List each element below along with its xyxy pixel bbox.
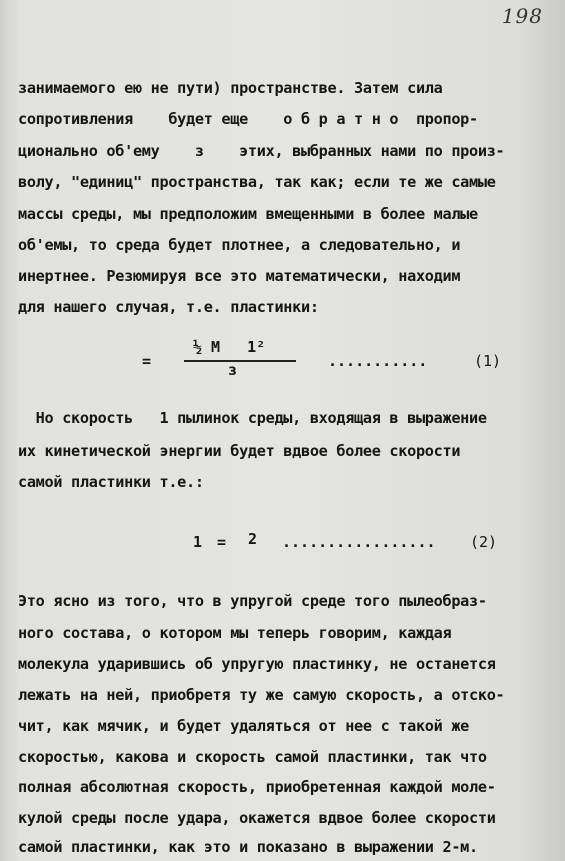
equation-1-numerator: ½ М 1² [193, 338, 266, 356]
equation-2-number: (2) [470, 533, 498, 551]
equation-1-dots: ........... [328, 352, 428, 370]
page-number: 198 [501, 4, 543, 28]
equation-2-dots: ................. [282, 533, 436, 551]
text-line: для нашего случая, т.е. пластинки: [18, 298, 319, 316]
text-line: самой пластинки т.е.: [18, 473, 204, 491]
text-line: ционально об'ему з этих, выбранных нами по произ- [18, 142, 505, 160]
text-line: ного состава, о котором мы теперь говорим, каждая [18, 624, 452, 642]
equation-1-number: (1) [474, 352, 502, 370]
text-line: Но скорость 1 пылинок среды, входящая в выражение [18, 409, 487, 427]
equation-2-rhs: 2 [248, 530, 258, 548]
text-line: инертнее. Резюмируя все это математически, находим [18, 267, 461, 285]
equation-1-denominator: з [228, 361, 238, 379]
text-line: об'емы, то среда будет плотнее, а следовательно, и [18, 236, 461, 254]
text-line: молекула ударившись об упругую пластинку, не останется [18, 655, 496, 673]
text-line: занимаемого ею не пути) пространстве. Затем сила [18, 79, 443, 97]
text-line: лежать на ней, приобретя ту же самую скорость, а отско- [18, 686, 505, 704]
text-line: волу, "единиц" пространства, так как; если те же самые [18, 173, 496, 191]
equation-2-lhs: 1 [193, 533, 203, 551]
text-line: чит, как мячик, и будет удаляться от нее с такой же [18, 717, 470, 735]
text-line: массы среды, мы предположим вмещенными в более малые [18, 205, 478, 223]
fraction-bar [184, 360, 296, 362]
text-line: их кинетической энергии будет вдвое более скорости [18, 442, 461, 460]
text-line: скоростью, какова и скорость самой пластинки, так что [18, 748, 487, 766]
text-line: сопротивления будет еще о б р а т н о пропор- [18, 110, 478, 128]
text-line: Это ясно из того, что в упругой среде того пылеобраз- [18, 592, 487, 610]
text-line: полная абсолютная скорость, приобретенная каждой моле- [18, 778, 496, 796]
text-line: кулой среды после удара, окажется вдвое более скорости [18, 809, 496, 827]
equation-1-lhs: = [142, 352, 152, 370]
text-line: самой пластинки, как это и показано в выражении 2-м. [18, 838, 478, 856]
equation-2-equals: = [217, 533, 227, 551]
